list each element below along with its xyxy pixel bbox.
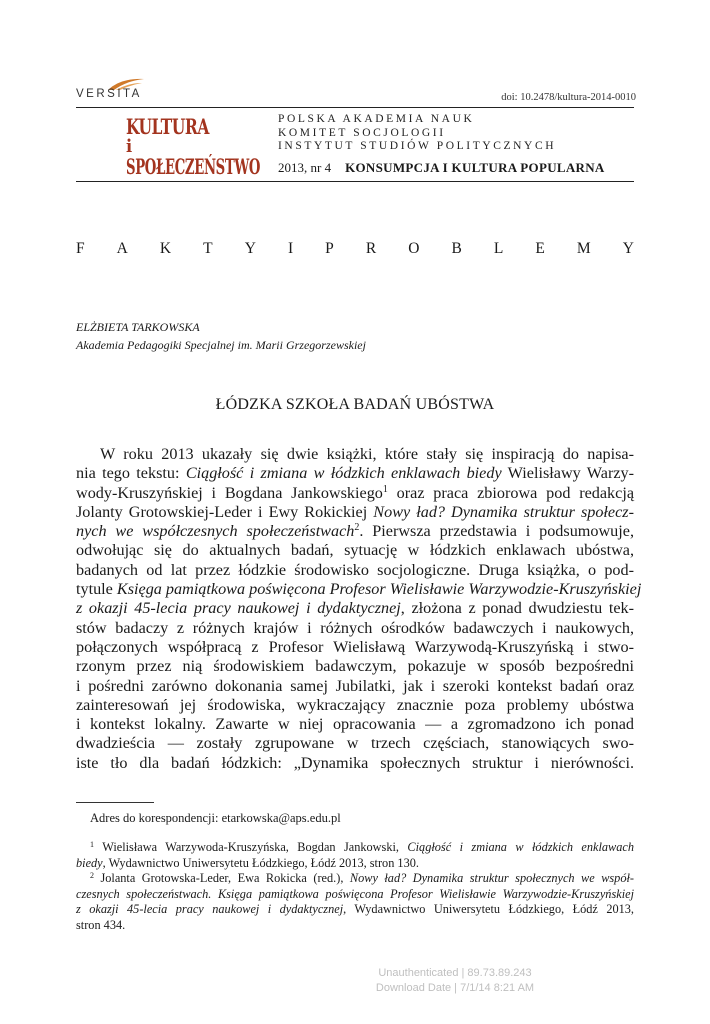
- author-name: ELŻBIETA TARKOWSKA: [76, 320, 200, 334]
- body-line: nia tego tekstu: Ciągłość i zmiana w łódzkich enklawach biedy Wielisławy Warzy-: [76, 464, 635, 483]
- body-line: i kontekst lokalny. Zawarte w niej opracowania — a zgromadzono ich ponad: [76, 715, 634, 734]
- watermark-line-2: Download Date | 7/1/14 8:21 AM: [375, 982, 535, 994]
- section-letter: A: [116, 240, 128, 257]
- body-line: iste tło dla badań łódzkich: „Dynamika społecznych struktur i nierówności.: [76, 753, 634, 772]
- institution-line-1: POLSKA AKADEMIA NAUK: [278, 113, 475, 125]
- section-letter: O: [408, 240, 420, 257]
- section-letter: E: [535, 240, 545, 257]
- section-letter: I: [287, 240, 294, 257]
- section-letter: Y: [244, 240, 256, 257]
- body-line: odwołując się do aktualnych badań, sytuację w łódzkich enklawach ubóstwa,: [76, 541, 634, 560]
- section-letter: Y: [622, 240, 634, 257]
- issue-line: [278, 160, 605, 176]
- institution-line-2: KOMITET SOCJOLOGII: [278, 127, 446, 139]
- footnote-line: biedy, Wydawnictwo Uniwersytetu Łódzkiego, Łódź 2013, stron 130.: [76, 855, 419, 870]
- article-title: ŁÓDZKA SZKOŁA BADAŃ UBÓSTWA: [215, 396, 495, 413]
- section-letter: T: [203, 240, 213, 257]
- body-line: badanych od lat przez łódzkie środowisko socjologiczne. Druga książka, o pod-: [76, 560, 634, 579]
- watermark-line-1: Unauthenticated | 89.73.89.243: [378, 967, 532, 979]
- body-line: połączonych współpracą z Profesor Wielisławą Warzywodą-Kruszyńską i stwo-: [76, 637, 634, 656]
- issue-number: 2013, nr 4: [278, 160, 332, 175]
- footnote-ref[interactable]: 1: [382, 483, 388, 495]
- correspondence: Adres do korespondencji: etarkowska@aps.edu.pl: [90, 811, 341, 825]
- header-rule: [76, 107, 634, 108]
- section-letter: M: [576, 240, 591, 257]
- body-line: W roku 2013 ukazały się dwie książki, które stały się inspiracją do napisa-: [100, 445, 634, 463]
- footnote-ref[interactable]: 2: [354, 522, 360, 534]
- body-text: [76, 445, 642, 773]
- section-letter: B: [451, 240, 462, 257]
- versita-logo: [76, 76, 146, 106]
- body-line: rzonym przez nią środowiskiem badawczym, pokazuje w sposób bezpośredni: [76, 657, 634, 676]
- author-affiliation: Akademia Pedagogiki Specjalnej im. Marii Grzegorzewskiej: [76, 338, 366, 352]
- doi: doi: 10.2478/kultura-2014-0010: [501, 92, 636, 103]
- header-bottom-rule: [76, 181, 634, 182]
- journal-logo-line1: KULTURA: [126, 114, 209, 139]
- footnote-line: z okazji 45-lecia pracy naukowej i dydaktycznej, Wydawnictwo Uniwersytetu Łódzkiego, Łódź 2013,: [76, 902, 634, 917]
- journal-logo-line3: SPOŁECZEŃSTWO: [126, 154, 261, 179]
- body-line: wody-Kruszyńskiej i Bogdana Jankowskiego$^1$ oraz praca zbiorowa pod redakcją: [76, 483, 635, 502]
- issue-theme: KONSUMPCJA I KULTURA POPULARNA: [345, 160, 605, 175]
- publisher-name: VERSITA: [76, 88, 142, 100]
- section-letter: P: [325, 240, 334, 257]
- section-letter: R: [365, 240, 377, 257]
- footnote-rule: [76, 802, 154, 803]
- footnote-line: $^1$ Wielisława Warzywoda-Kruszyńska, Bogdan Jankowski, Ciągłość i zmiana w łódzkich enklawach: [90, 840, 635, 854]
- section-letter: F: [76, 240, 85, 257]
- body-line: dwadzieścia — zostały zgrupowane w trzech częściach, stanowiących swo-: [76, 734, 634, 753]
- body-line: zainteresowań jej środowiska, wykraczający znacznie poza problemy ubóstwa: [76, 695, 634, 714]
- journal-logo-line2: i: [126, 136, 132, 157]
- footnotes: [76, 840, 634, 934]
- section-letter: K: [159, 240, 172, 257]
- institution-line-3: INSTYTUT STUDIÓW POLITYCZNYCH: [278, 140, 557, 152]
- body-line: i pośredni zarówno dokonania samej Jubilatki, jak i szeroki kontekst badań oraz: [76, 676, 634, 695]
- footnote-line: $^2$ Jolanta Grotowska-Leder, Ewa Rokicka (red.), Nowy ład? Dynamika struktur społecznych we współ-: [90, 871, 634, 886]
- footnote-line: stron 434.: [76, 917, 126, 932]
- journal-logo: [126, 114, 276, 180]
- footnote-line: czesnych społeczeństwach. Księga pamiątkowa poświęcona Profesor Wielisławie Warzywodzie-Kruszyńskiej: [76, 886, 634, 901]
- body-line: Jolanty Grotowskiej-Leder i Ewy Rokickiej Nowy ład? Dynamika struktur społecz-: [76, 502, 634, 521]
- body-line: stów badaczy z różnych krajów i różnych ośrodków badawczych i naukowych,: [76, 618, 634, 637]
- section-heading: [76, 240, 634, 258]
- section-letter: L: [493, 240, 504, 257]
- body-line: z okazji 45-lecia pracy naukowej i dydaktycznej, złożona z ponad dwudziestu tek-: [76, 599, 634, 618]
- download-watermark: [300, 966, 610, 996]
- body-line: tytule Księga pamiątkowa poświęcona Profesor Wielisławie Warzywodzie-Kruszyńskiej: [76, 580, 642, 599]
- body-line: nych we współczesnych społeczeństwach$^2$. Pierwsza przedstawia i podsumowuje,: [76, 522, 634, 541]
